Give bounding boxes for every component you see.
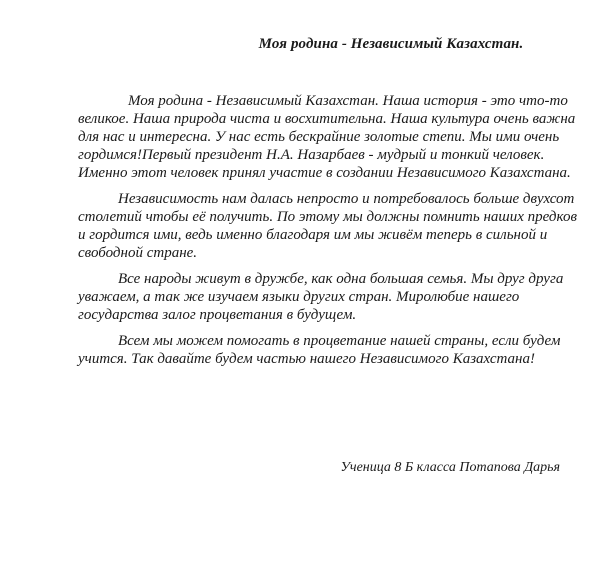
paragraph-3: Все народы живут в дружбе, как одна большая семья. Мы друг друга уважаем, а так же изучаем языки других стран. Миролюбие нашего государства залог процветания в будущем. [78, 271, 564, 323]
paragraph-4: Всем мы можем помогать в процветание нашей страны, если будем учится. Так давайте будем частью нашего Независимого Казахстана! [78, 333, 561, 367]
paragraph-2: Независимость нам далась непросто и потребовалось больше двухсот столетий чтобы её получить. По этому мы должны помнить наших предков и гордится ими, ведь именно благодаря им мы живём теперь в сильной и свободной стране. [78, 191, 577, 261]
paragraph-1: Моя родина - Независимый Казахстан. Наша история - это что-то великое. Наша природа чиста и восхитительна. Наша культура очень важна для нас и интересна. У нас есть бескрайние золотые степи. Мы ими очень гордимся!Первый президент Н.А. Назарбаев - мудрый и тонкий человек. Именно этот человек принял участие в создании Независимого Казахстана. [78, 93, 576, 181]
document-body [78, 92, 578, 376]
document-signature: Ученица 8 Б класса Потапова Дарья [340, 460, 560, 475]
document-title: Моя родина - Независимый Казахстан. [258, 36, 524, 52]
